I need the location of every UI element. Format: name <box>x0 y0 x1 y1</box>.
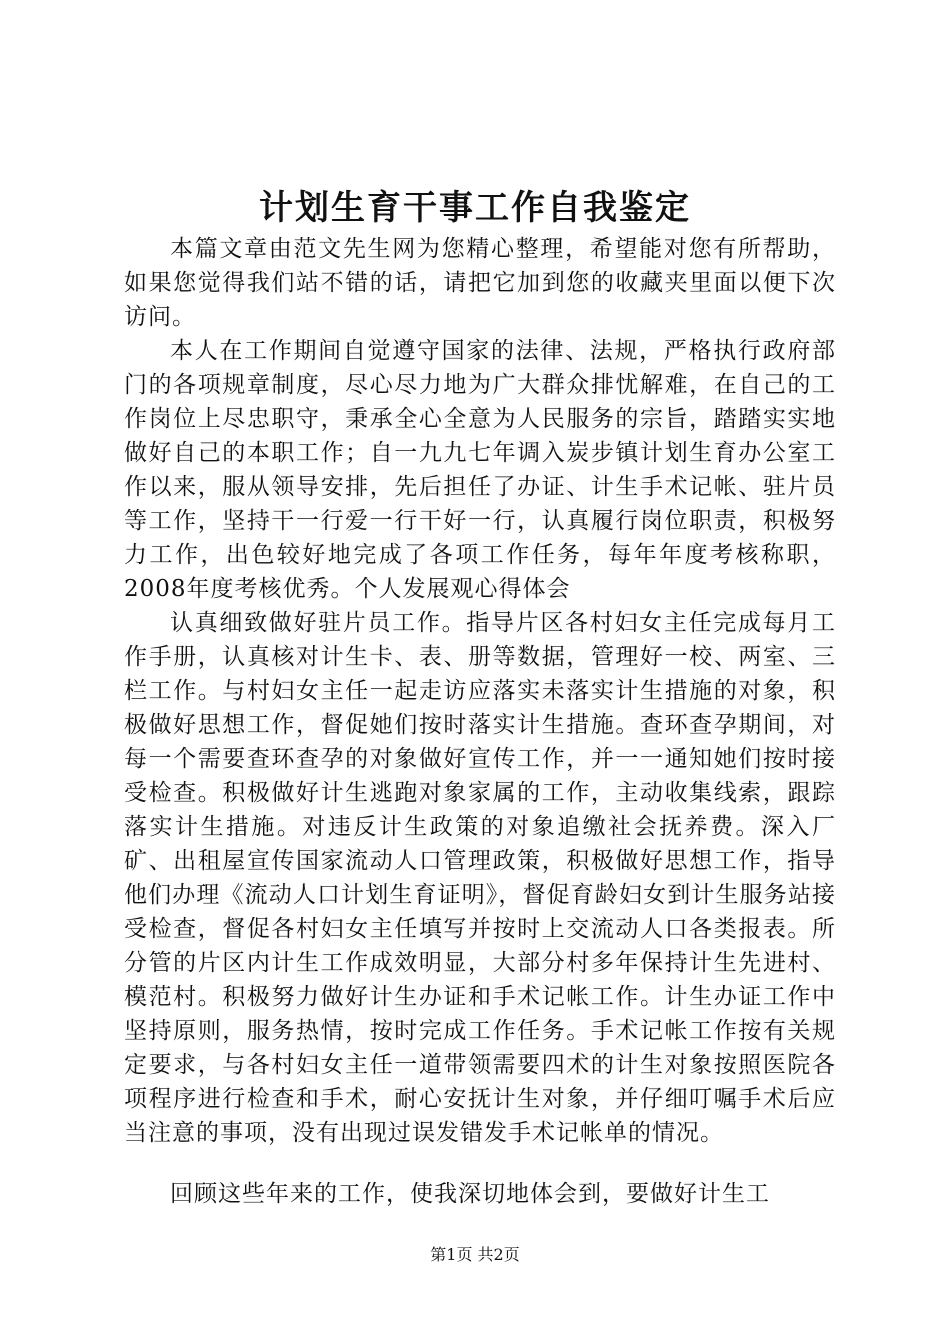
paragraph-intro: 本篇文章由范文先生网为您精心整理，希望能对您有所帮助，如果您觉得我们站不错的话，请把它加到您的收藏夹里面以便下次访问。 <box>124 236 836 330</box>
paragraph-work-details: 认真细致做好驻片员工作。指导片区各村妇女主任完成每月工作手册，认真核对计生卡、表、册等数据，管理好一校、两室、三栏工作。与村妇女主任一起走访应落实未落实计生措施的对象，积极做好思想工作，督促她们按时落实计生措施。查环查孕期间，对每一个需要查环查孕的对象做好宣传工作，并一一通知她们按时接受检查。积极做好计生逃跑对象家属的工作，主动收集线索，跟踪落实计生措施。对违反计生政策的对象追缴社会抚养费。深入厂矿、出租屋宣传国家流动人口管理政策，积极做好思想工作，指导他们办理《流动人口计划生育证明》，督促育龄妇女到计生服务站接受检查，督促各村妇女主任填写并按时上交流动人口各类报表。所分管的片区内计生工作成效明显，大部分村多年保持计生先进村、模范村。积极努力做好计生办证和手术记帐工作。计生办证工作中坚持原则，服务热情，按时完成工作任务。手术记帐工作按有关规定要求，与各村妇女主任一道带领需要四术的计生对象按照医院各项程序进行检查和手术，耐心安抚计生对象，并仔细叮嘱手术后应当注意的事项，没有出现过误发错发手术记帐单的情况。 <box>124 610 836 1146</box>
paragraph-self-summary: 本人在工作期间自觉遵守国家的法律、法规，严格执行政府部门的各项规章制度，尽心尽力地为广大群众排忧解难，在自己的工作岗位上尽忠职守，秉承全心全意为人民服务的宗旨，踏踏实实地做好自己的本职工作；自一九九七年调入炭步镇计划生育办公室工作以来，服从领导安排，先后担任了办证、计生手术记帐、驻片员等工作，坚持干一行爱一行干好一行，认真履行岗位职责，积极努力工作，出色较好地完成了各项工作任务，每年年度考核称职，2008年度考核优秀。个人发展观心得体会 <box>124 338 836 602</box>
paragraph-review: 回顾这些年来的工作，使我深切地体会到，要做好计生工 <box>170 1181 770 1207</box>
document-body <box>124 232 836 1211</box>
page-footer: 第1页 共2页 <box>430 1245 520 1264</box>
document-title: 计划生育干事工作自我鉴定 <box>259 188 691 228</box>
